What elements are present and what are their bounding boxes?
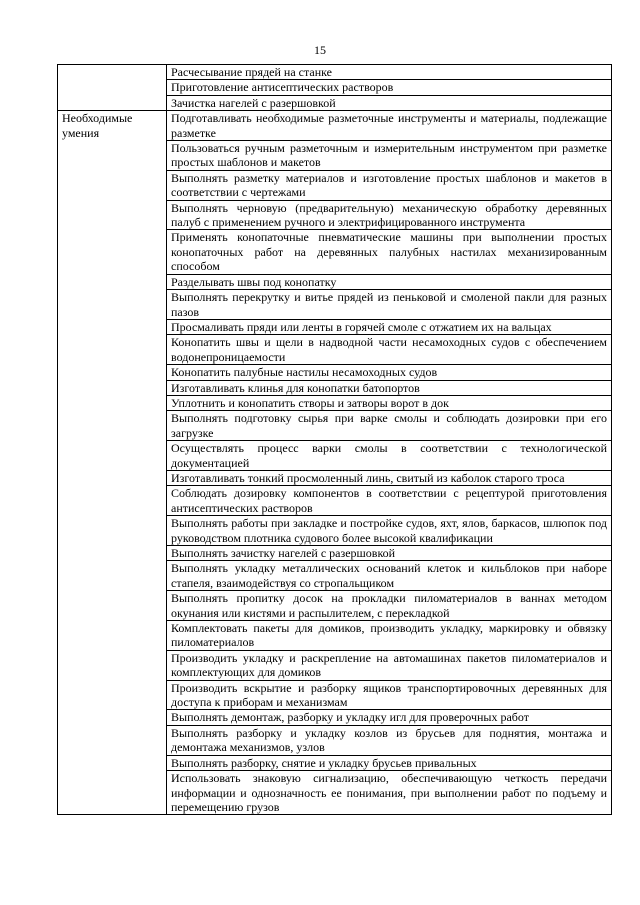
skill-cell: Выполнять подготовку сырья при варке смолы и соблюдать дозировки при его загрузке: [167, 411, 612, 441]
skill-cell: Выполнять зачистку нагелей с разершовкой: [167, 546, 612, 561]
action-cell: Расчесывание прядей на станке: [167, 65, 612, 80]
skill-cell: Соблюдать дозировку компонентов в соответствии с рецептурой приготовления антисептических растворов: [167, 486, 612, 516]
skill-cell: Производить укладку и раскрепление на автомашинах пакетов пиломатериалов и комплектующих для домиков: [167, 650, 612, 680]
skill-cell: Подготавливать необходимые разметочные инструменты и материалы, подлежащие разметке: [167, 111, 612, 141]
skill-cell: Выполнять укладку металлических оснований клеток и кильблоков при наборе стапеля, взаимодействуя со стропальщиком: [167, 561, 612, 591]
skill-cell: Конопатить палубные настилы несамоходных судов: [167, 365, 612, 380]
skill-cell: Производить вскрытие и разборку ящиков транспортировочных деревянных для доступа к приборам и механизмам: [167, 680, 612, 710]
table-row: [58, 111, 612, 141]
skill-cell: Выполнять разборку, снятие и укладку брусьев привальных: [167, 755, 612, 770]
skill-cell: Комплектовать пакеты для домиков, производить укладку, маркировку и обвязку пиломатериалов: [167, 621, 612, 651]
skills-table: [57, 64, 612, 815]
skill-cell: Конопатить швы и щели в надводной части несамоходных судов с обеспечением водонепроницаемости: [167, 335, 612, 365]
skill-cell: Разделывать швы под конопатку: [167, 274, 612, 289]
skill-cell: Выполнять перекрутку и витье прядей из пеньковой и смоленой пакли для разных пазов: [167, 290, 612, 320]
skill-cell: Выполнять пропитку досок на прокладки пиломатериалов в ваннах методом окунания или кистями и распылителем, с перекладкой: [167, 591, 612, 621]
skill-cell: Уплотнить и конопатить створы и затворы ворот в док: [167, 395, 612, 410]
empty-label-cell: [58, 65, 167, 111]
skill-cell: Выполнять черновую (предварительную) механическую обработку деревянных палуб с применением ручного и электрифицированного инструмента: [167, 200, 612, 230]
skill-cell: Использовать знаковую сигнализацию, обеспечивающую четкость передачи информации и однозначность ее понимания, при выполнении работ по подъему и перемещению грузов: [167, 771, 612, 815]
action-cell: Зачистка нагелей с разершовкой: [167, 95, 612, 110]
skill-cell: Выполнять демонтаж, разборку и укладку игл для проверочных работ: [167, 710, 612, 725]
skill-cell: Выполнять разметку материалов и изготовление простых шаблонов и макетов в соответствии с чертежами: [167, 170, 612, 200]
skill-cell: Применять конопаточные пневматические машины при выполнении простых конопаточных работ на деревянных палубных настилах механизированным способом: [167, 230, 612, 274]
skill-cell: Выполнять работы при закладке и постройке судов, яхт, ялов, баркасов, шлюпок под руководством плотника судового более высокой квалификации: [167, 516, 612, 546]
skill-cell: Пользоваться ручным разметочным и измерительным инструментом при разметке простых шаблонов и макетов: [167, 141, 612, 171]
skill-cell: Изготавливать тонкий просмоленный линь, свитый из каболок старого троса: [167, 470, 612, 485]
skill-cell: Осуществлять процесс варки смолы в соответствии с технологической документацией: [167, 441, 612, 471]
section-label-cell: Необходимые умения: [58, 111, 167, 815]
skill-cell: Просмаливать пряди или ленты в горячей смоле с отжатием их на вальцах: [167, 319, 612, 334]
page-number: 15: [314, 43, 326, 57]
table-row: [58, 65, 612, 80]
action-cell: Приготовление антисептических растворов: [167, 80, 612, 95]
skill-cell: Изготавливать клинья для конопатки батопортов: [167, 380, 612, 395]
skill-cell: Выполнять разборку и укладку козлов из брусьев для поднятия, монтажа и демонтажа механизмов, узлов: [167, 725, 612, 755]
